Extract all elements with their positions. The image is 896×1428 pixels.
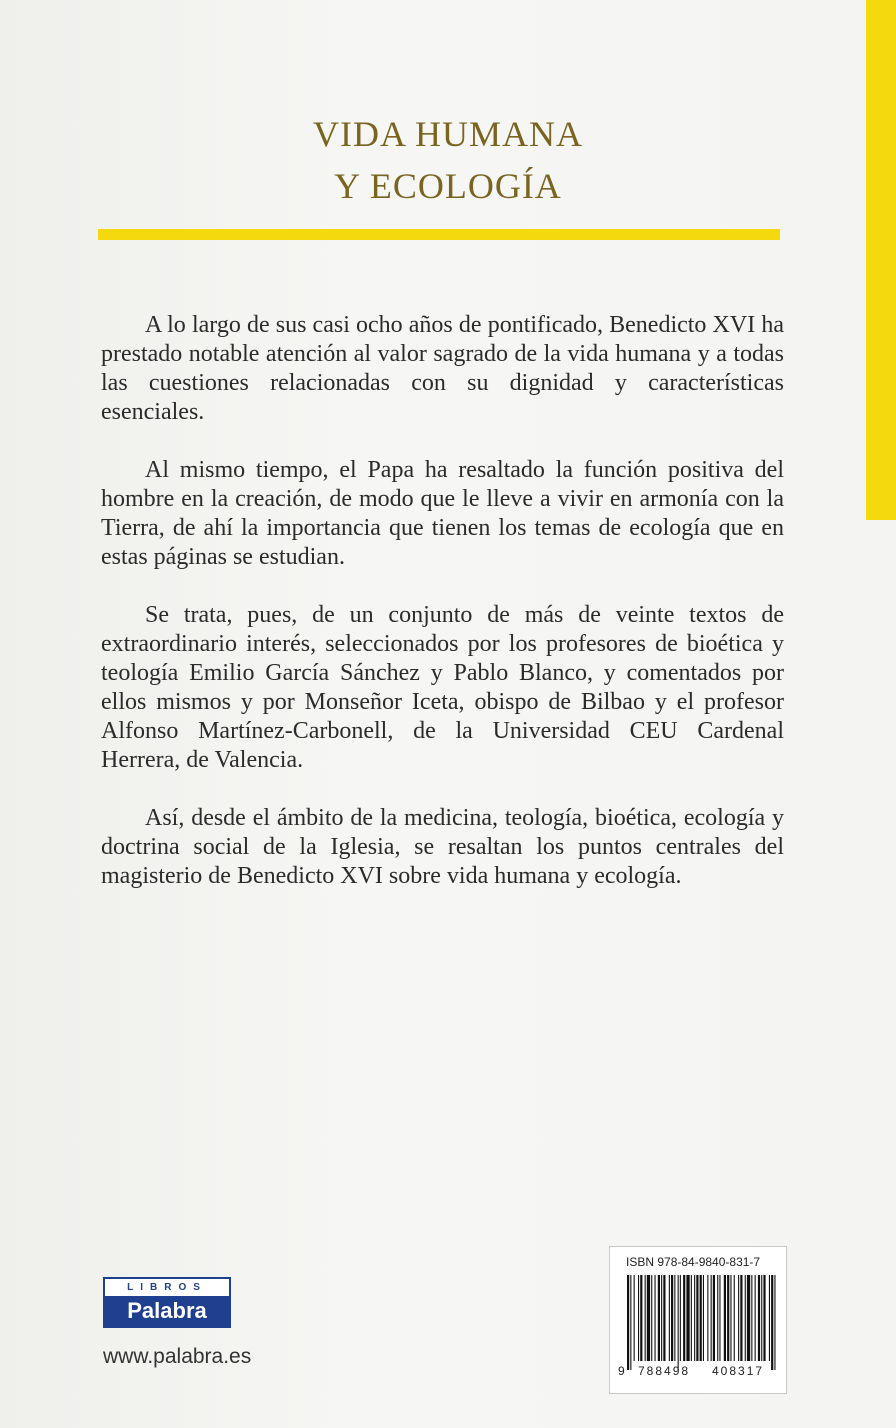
publisher-logo-top: LIBROS [127,1282,207,1293]
barcode-bar [647,1275,650,1361]
barcode-bar [694,1275,695,1361]
barcode-bar [769,1275,770,1361]
synopsis-paragraph-3: Se trata, pues, de un conjunto de más de veinte textos de extraordinario interés, seleccionados por los profesores de bioética y teología Emilio García Sánchez y Pablo Blanco, y comentados por ellos mismos y por Monseñor Iceta, obispo de Bilbao y el profesor Alfonso Martínez-Carbonell, de la Universidad CEU Cardenal Herrera, de Valencia. [101,602,784,773]
barcode-digit-group-1: 788498 [638,1364,691,1378]
barcode-bar [678,1275,679,1370]
barcode-bar [691,1275,692,1361]
barcode-bar [745,1275,746,1361]
barcode-bar [747,1275,750,1361]
barcode-bar [755,1275,756,1361]
barcode-bar [711,1275,712,1361]
barcode-bar [661,1275,662,1361]
barcode-bar [663,1275,665,1361]
barcode-bar [655,1275,656,1361]
barcode-bar [724,1275,726,1361]
publisher-url: www.palabra.es [103,1345,252,1368]
barcode-bar [669,1275,670,1361]
barcode-bar [671,1275,673,1361]
barcode-bar [703,1275,704,1361]
barcode-bar [630,1275,631,1370]
barcode-bar [686,1275,689,1361]
barcode-bar [713,1275,715,1361]
barcode [627,1275,777,1370]
barcode-bar [771,1275,773,1370]
synopsis-paragraph-1: A lo largo de sus casi ocho años de pontificado, Benedicto XVI ha prestado notable atención al valor sagrado de la vida humana y a todas las cuestiones relacionadas con su dignidad y características esenciales. [101,312,784,425]
publisher-logo [103,1277,231,1328]
barcode-bar [751,1275,752,1361]
barcode-bar [645,1275,646,1361]
synopsis-paragraph-2: Al mismo tiempo, el Papa ha resaltado la función positiva del hombre en la creación, de modo que le lleve a vivir en armonía con la Tierra, de ahí la importancia que tienen los temas de ecología que en estas páginas se estudian. [101,457,784,570]
barcode-bar [734,1275,735,1361]
barcode-bar [683,1275,685,1361]
synopsis [101,311,784,920]
barcode-bar [719,1275,720,1361]
barcode-bar [680,1275,681,1361]
yellow-divider [98,229,780,240]
barcode-digit-group-2: 408317 [712,1364,765,1378]
barcode-bar [738,1275,739,1361]
barcode-bar [758,1275,760,1361]
barcode-bar [727,1275,729,1361]
barcode-bar [700,1275,702,1361]
barcode-bar [696,1275,698,1361]
publisher-logo-name: Palabra [105,1296,229,1326]
book-title [0,108,896,212]
barcode-bar [674,1275,675,1361]
barcode-bar [634,1275,635,1361]
barcode-bar [638,1275,639,1361]
barcode-digit-first: 9 [618,1364,625,1378]
barcode-bar [651,1275,652,1361]
barcode-bar [658,1275,660,1361]
synopsis-paragraph-4: Así, desde el ámbito de la medicina, teología, bioética, ecología y doctrina social de la Iglesia, se resaltan los puntos centrales del magisterio de Benedicto XVI sobre vida humana y ecología. [101,805,784,889]
barcode-bar [627,1275,629,1370]
barcode-bar [707,1275,708,1361]
title-line-2: Y ECOLOGÍA [334,166,562,206]
barcode-bar [717,1275,718,1361]
barcode-bar [730,1275,731,1361]
barcode-bar [640,1275,642,1361]
barcode-panel [609,1246,787,1394]
barcode-bar [740,1275,742,1361]
barcode-bar [761,1275,762,1361]
barcode-bar [763,1275,765,1361]
isbn-number: ISBN 978-84-9840-831-7 [626,1255,761,1269]
yellow-spine-edge [866,0,896,520]
title-line-1: VIDA HUMANA [313,114,583,154]
barcode-bar [774,1275,775,1370]
